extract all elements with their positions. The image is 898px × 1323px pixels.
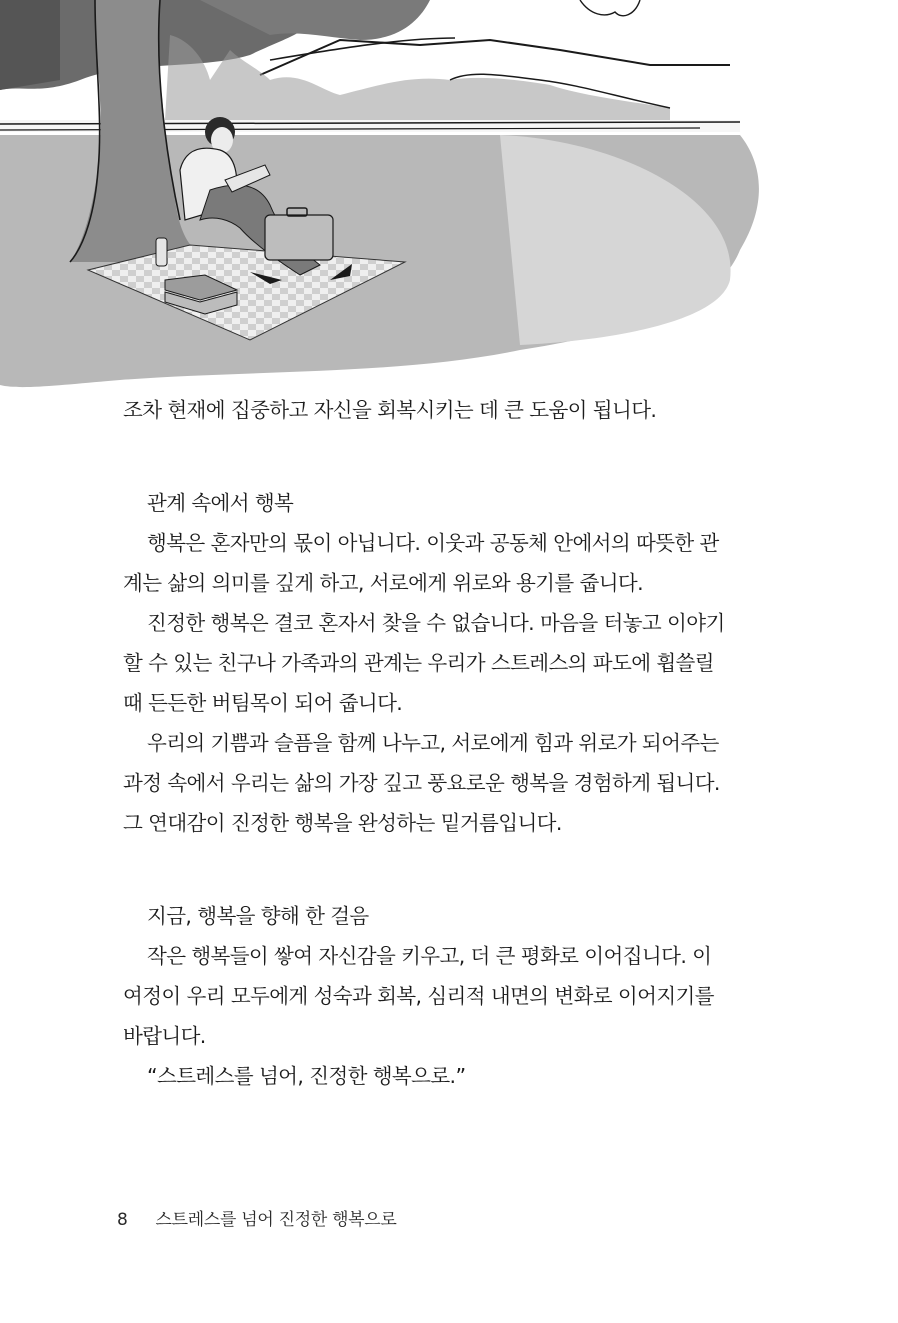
text-line: 바랍니다. <box>123 1024 206 1048</box>
closing-quote <box>123 1056 748 1096</box>
text-line: 할 수 있는 친구나 가족과의 관계는 우리가 스트레스의 파도에 휩쓸릴 <box>123 651 714 675</box>
opening-line: 조차 현재에 집중하고 자신을 회복시키는 데 큰 도움이 됩니다. <box>123 398 657 422</box>
section-heading: 지금, 행복을 향해 한 걸음 <box>147 904 369 928</box>
text-line: 여정이 우리 모두에게 성숙과 회복, 심리적 내면의 변화로 이어지기를 <box>123 984 714 1008</box>
text-line: 우리의 기쁨과 슬픔을 함께 나누고, 서로에게 힘과 위로가 되어주는 <box>147 731 719 755</box>
text-line: 그 연대감이 진정한 행복을 완성하는 밑거름입니다. <box>123 811 562 835</box>
text-line: 과정 속에서 우리는 삶의 가장 깊고 풍요로운 행복을 경험하게 됩니다. <box>123 771 720 795</box>
paragraph <box>123 936 748 1056</box>
text-line: 때 든든한 버팀목이 되어 줍니다. <box>123 691 403 715</box>
page-number: 8 <box>117 1210 128 1230</box>
page-footer <box>117 1205 397 1230</box>
text-line: 작은 행복들이 쌓여 자신감을 키우고, 더 큰 평화로 이어집니다. 이 <box>147 944 712 968</box>
paragraph <box>123 523 748 603</box>
section-heading: 관계 속에서 행복 <box>147 491 294 515</box>
quote-line: “스트레스를 넘어, 진정한 행복으로.” <box>147 1064 466 1088</box>
text-line: 진정한 행복은 결코 혼자서 찾을 수 없습니다. 마음을 터놓고 이야기 <box>147 611 725 635</box>
text-line: 행복은 혼자만의 몫이 아닙니다. 이웃과 공동체 안에서의 따뜻한 관 <box>147 531 719 555</box>
page-body <box>123 390 748 1096</box>
picnic-reading-illustration <box>0 0 898 420</box>
chapter-illustration <box>0 0 898 420</box>
section-first-step <box>123 896 748 1096</box>
paragraph <box>123 603 748 723</box>
running-title: 스트레스를 넘어 진정한 행복으로 <box>155 1210 397 1230</box>
section-relationships <box>123 483 748 843</box>
text-line: 계는 삶의 의미를 깊게 하고, 서로에게 위로와 용기를 줍니다. <box>123 571 644 595</box>
paragraph <box>123 723 748 843</box>
